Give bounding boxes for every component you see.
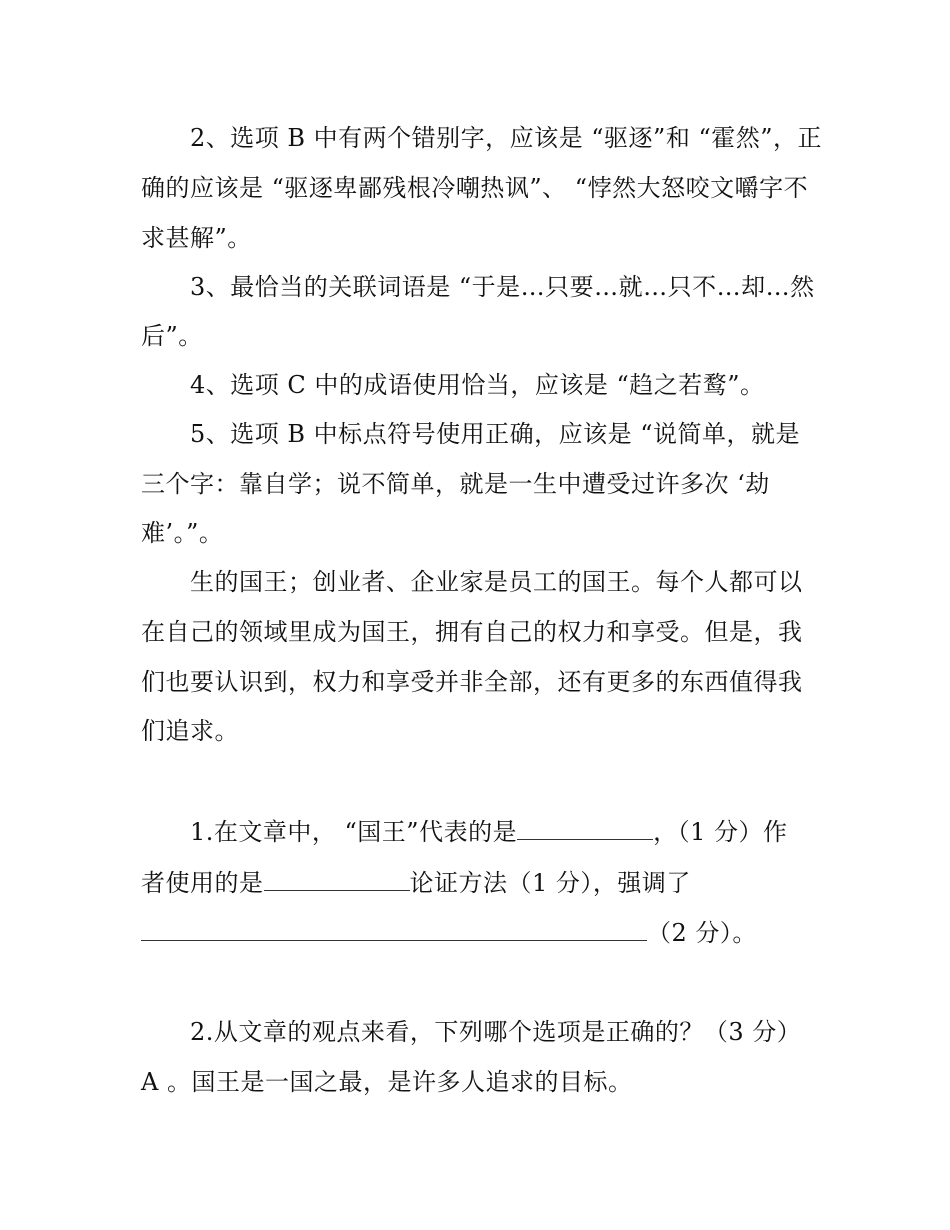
answer-2-line-2: 确的应该是 “驱逐卑鄙残根冷嘲热讽”、 “悖然大怒咬文嚼字不: [141, 174, 809, 202]
answer-5-line-3: 难’。”。: [141, 519, 224, 547]
passage-line-3: 们也要认识到，权力和享受并非全部，还有更多的东西值得我: [141, 668, 803, 696]
question-2-option-a: A 。国王是一国之最，是许多人追求的目标。: [141, 1068, 633, 1096]
passage-line-2: 在自己的领域里成为国王，拥有自己的权力和享受。但是，我: [141, 618, 803, 646]
answer-blank-2[interactable]: [264, 868, 410, 891]
passage-line-1: 生的国王；创业者、企业家是员工的国王。每个人都可以: [190, 568, 803, 596]
answer-5-line-1: 5、选项 B 中标点符号使用正确，应该是 “说简单，就是: [190, 420, 801, 448]
question-1-text-a: 1.在文章中， “国王”代表的是: [190, 818, 518, 846]
question-1-line-1: [190, 816, 787, 848]
answer-2-line-1: 2、选项 B 中有两个错别字，应该是 “驱逐”和 “霍然”，正: [190, 124, 822, 152]
question-2-stem: 2.从文章的观点来看，下列哪个选项是正确的？（3 分）: [190, 1018, 802, 1046]
answer-2-line-3: 求甚解”。: [141, 224, 252, 252]
question-1-text-e: （2 分）。: [647, 919, 757, 947]
question-1-text-b: ，（1 分）作: [653, 818, 788, 846]
answer-blank-3[interactable]: [141, 918, 647, 941]
answer-3-line-1: 3、最恰当的关联词语是 “于是…只要…就…只不…却…然: [190, 273, 815, 301]
answer-4-line-1: 4、选项 C 中的成语使用恰当，应该是 “趋之若鹜”。: [190, 371, 765, 399]
question-1-text-d: 论证方法（1 分），强调了: [409, 869, 691, 897]
answer-5-line-2: 三个字：靠自学；说不简单，就是一生中遭受过许多次 ‘劫: [141, 470, 770, 498]
question-1-line-2: [141, 867, 691, 899]
answer-3-line-2: 后”。: [141, 322, 203, 350]
question-1-line-3: [141, 917, 757, 949]
question-1-text-c: 者使用的是: [141, 869, 264, 897]
answer-blank-1[interactable]: [517, 817, 653, 840]
passage-line-4: 们追求。: [141, 717, 239, 745]
